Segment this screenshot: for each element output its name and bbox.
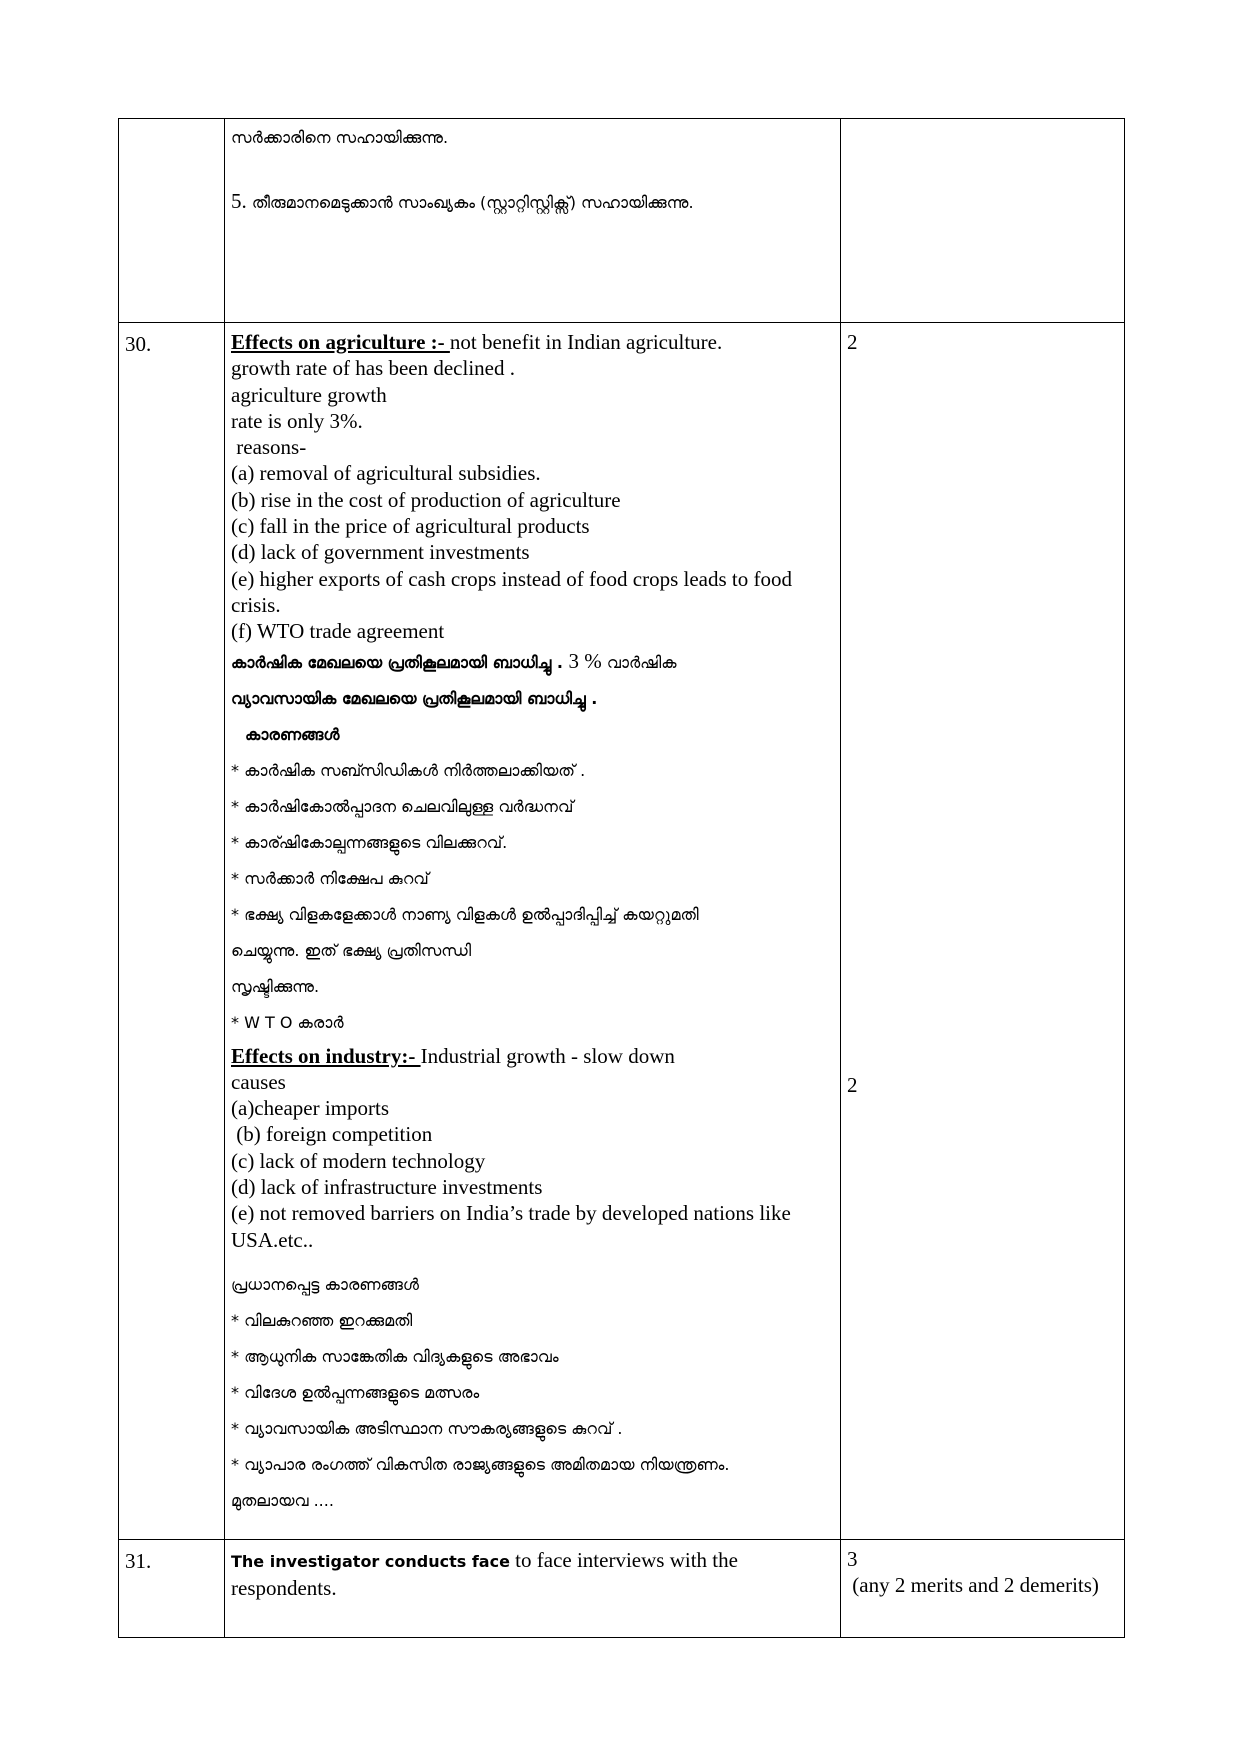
answer-cell (225, 119, 841, 323)
percent-value: 3 % (568, 648, 602, 673)
answer-line: (b) foreign competition (231, 1122, 433, 1147)
ml-reason-item: * വിലകുറഞ്ഞ ഇറക്കുമതി (231, 1310, 413, 1330)
industry-heading-line (231, 1043, 835, 1069)
ml-reason-item: * കാർഷിക സബ്സിഡികൾ നിർത്തലാക്കിയത് . (231, 760, 586, 780)
answer-line: growth rate of has been declined . (231, 356, 515, 381)
ml-reason-item: * സർക്കാർ നിക്ഷേപ കുറവ് (231, 868, 429, 888)
marks-cell (841, 323, 1125, 1540)
marks-cell (841, 119, 1125, 323)
ml-reason-item: സൃഷ്ടിക്കുന്നു. (231, 976, 320, 996)
point-text: തീരുമാനമെടുക്കാൻ സാംഖ്യകം (സ്റ്റാറ്റിസ്റ്റിക്സ്) സഹായിക്കുന്നു. (246, 193, 694, 212)
ml-text: വാർഷിക (601, 652, 677, 672)
heading-text: not benefit in Indian agriculture. (449, 330, 723, 354)
answer-line: reasons- (231, 435, 307, 460)
ml-reason-item: * ഭക്ഷ്യ വിളകളേക്കാൾ നാണ്യ വിളകൾ ഉൽപ്പാദിപ്പിച്ച് കയറ്റുമതി (231, 904, 699, 924)
agriculture-lines (231, 355, 835, 644)
ml-reasons-title: കാരണങ്ങൾ (245, 724, 340, 744)
answer-line: (c) fall in the price of agricultural products (231, 514, 590, 539)
ml-reason-item: * ആധുനിക സാങ്കേതിക വിദ്യകളുടെ അഭാവം (231, 1346, 559, 1366)
answer-line: (c) lack of modern technology (231, 1148, 486, 1173)
marks-note: (any 2 merits and 2 demerits) (847, 1573, 1099, 1598)
marks-industry: 2 (847, 1073, 858, 1097)
marks-value: 3 (847, 1547, 858, 1571)
ml-reason-item: ചെയ്യുന്നു. ഇത് ഭക്ഷ്യ പ്രതിസന്ധി (231, 940, 472, 960)
heading-text: Industrial growth - slow down (420, 1043, 675, 1068)
malayalam-summary-line: വ്യാവസായിക മേഖലയെ പ്രതികൂലമായി ബാധിച്ചു . (231, 688, 598, 708)
ml-reason-item: * വിദേശ ഉൽപ്പന്നങ്ങളുടെ മത്സരം (231, 1382, 480, 1402)
table-row-q31 (119, 1540, 1125, 1638)
ml-reason-item: * വ്യാവസായിക അടിസ്ഥാന സൗകര്യങ്ങളുടെ കുറവ് . (231, 1418, 623, 1438)
answer-line: (e) higher exports of cash crops instead of food crops leads to food crisis. (231, 566, 793, 617)
answer-line: (b) rise in the cost of production of agriculture (231, 487, 621, 512)
answer-cell (225, 323, 841, 1540)
section-heading-agriculture: Effects on agriculture :- (231, 330, 450, 354)
question-number-cell: 31. (119, 1540, 225, 1638)
table-row-continuation (119, 119, 1125, 323)
agriculture-heading-line (231, 329, 835, 355)
answer-line: rate is only 3%. (231, 408, 363, 433)
answer-line: causes (231, 1069, 286, 1094)
answer-line: agriculture growth (231, 382, 387, 407)
answer-line: (f) WTO trade agreement (231, 619, 445, 644)
industry-lines (231, 1069, 835, 1253)
answer-line (231, 185, 835, 221)
marks-agriculture: 2 (847, 330, 858, 354)
answer-line: സർക്കാരിനെ സഹായിക്കുന്നു. (231, 128, 449, 147)
answer-line: (a) removal of agricultural subsidies. (231, 461, 541, 486)
answer-line: (e) not removed barriers on India’s trade by developed nations like USA.etc.. (231, 1201, 791, 1252)
point-number: 5. (231, 189, 247, 213)
ml-reason-item: മുതലായവ .... (231, 1490, 334, 1510)
answer-cell (225, 1540, 841, 1638)
ml-reason-item: * W T O കരാർ (231, 1012, 344, 1032)
ml-reasons-title: പ്രധാനപ്പെട്ട കാരണങ്ങൾ (231, 1274, 419, 1294)
table-row-q30 (119, 323, 1125, 1540)
question-number-cell: 30. (119, 323, 225, 1540)
answer-line: (a)cheaper imports (231, 1096, 390, 1121)
malayalam-summary-line (231, 645, 835, 681)
ml-text: കാർഷിക മേഖലയെ പ്രതികൂലമായി ബാധിച്ചു . (231, 652, 569, 672)
answer-text: to face interviews with the respondents. (231, 1548, 738, 1601)
ml-reason-item: * കാര്ഷികോല്പന്നങ്ങളുടെ വിലക്കുറവ്. (231, 832, 508, 852)
answer-table (118, 118, 1125, 1638)
marks-cell (841, 1540, 1125, 1638)
answer-line: (d) lack of infrastructure investments (231, 1175, 543, 1200)
answer-line: (d) lack of government investments (231, 540, 530, 565)
ml-reason-item: * വ്യാപാര രംഗത്ത് വികസിത രാജ്യങ്ങളുടെ അമിതമായ നിയന്ത്രണം. (231, 1454, 730, 1474)
section-heading-industry: Effects on industry:- (231, 1043, 421, 1068)
answer-bold-text: The investigator conducts face (231, 1552, 510, 1571)
ml-reason-item: * കാർഷികോൽപ്പാദന ചെലവിലുള്ള വർദ്ധനവ് (231, 796, 574, 816)
question-number-cell (119, 119, 225, 323)
